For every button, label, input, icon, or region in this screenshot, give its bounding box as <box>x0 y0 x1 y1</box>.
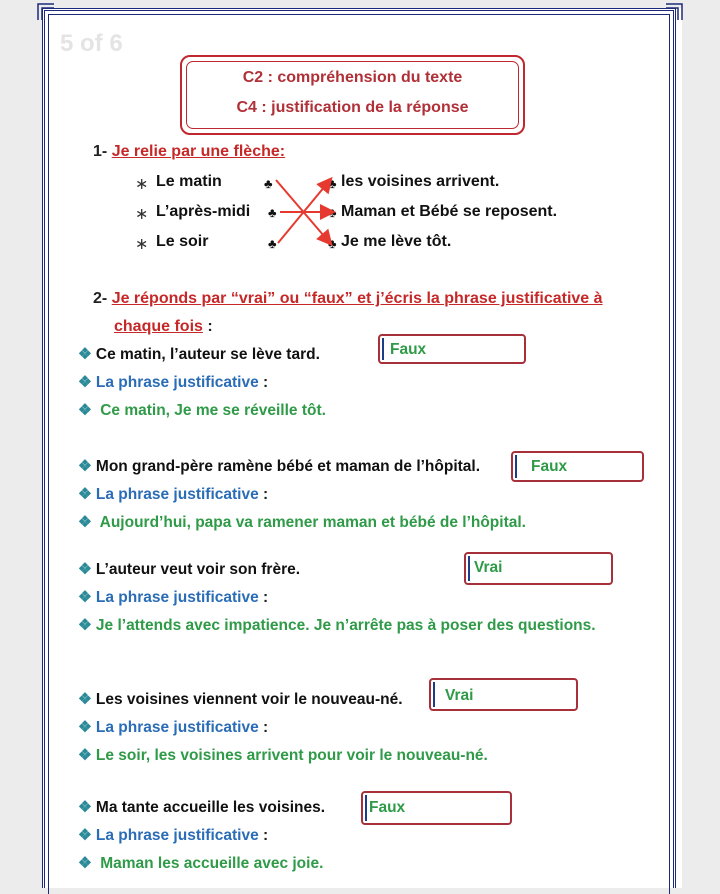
bullet-star-icon: ∗ <box>135 206 149 223</box>
bullet-diamond-icon: ❖ <box>78 747 92 764</box>
answer-2: Faux <box>531 458 568 475</box>
bullet-star-icon: ∗ <box>135 236 149 253</box>
club-icon: ♣ <box>268 205 277 220</box>
club-icon: ♣ <box>328 205 337 220</box>
justification-3: ❖ Je l’attends avec impatience. Je n’arrête pas à poser des questions. <box>78 617 596 634</box>
bullet-diamond-icon: ❖ <box>78 486 92 503</box>
answer-box-2[interactable] <box>511 451 644 482</box>
q2-instruction: Je réponds par “vrai” ou “faux” et j’écris la phrase justificative à <box>111 290 603 307</box>
q1-number: 1- <box>93 143 108 160</box>
q2-heading-line2 <box>114 318 213 336</box>
club-icon: ♣ <box>328 176 337 191</box>
match-right-item: Maman et Bébé se reposent. <box>341 203 558 220</box>
answer-1: Faux <box>390 341 427 358</box>
justification-2: ❖ Aujourd’hui, papa va ramener maman et bébé de l’hôpital. <box>78 514 526 531</box>
club-icon: ♣ <box>328 236 337 251</box>
bullet-diamond-icon: ❖ <box>78 374 92 391</box>
justification-label-5: ❖ La phrase justificative : <box>78 827 269 844</box>
statement-2: ❖ Mon grand-père ramène bébé et maman de l’hôpital. <box>78 458 481 475</box>
answer-box-4[interactable] <box>429 678 578 711</box>
match-left-item: L’après-midi <box>156 203 251 220</box>
bullet-diamond-icon: ❖ <box>78 827 92 844</box>
statement-3: ❖ L’auteur veut voir son frère. <box>78 561 301 578</box>
bullet-star-icon: ∗ <box>135 176 149 193</box>
answer-box-1[interactable] <box>378 334 526 364</box>
justification-label-3: ❖ La phrase justificative : <box>78 589 269 606</box>
answer-3: Vrai <box>474 559 503 576</box>
q1-instruction: Je relie par une flèche: <box>111 143 286 160</box>
bullet-diamond-icon: ❖ <box>78 719 92 736</box>
answer-box-5[interactable] <box>361 791 512 825</box>
bullet-diamond-icon: ❖ <box>78 561 92 578</box>
q2-heading-line1 <box>93 290 603 308</box>
justification-5: ❖ Maman les accueille avec joie. <box>78 855 324 872</box>
justification-1: ❖ Ce matin, Je me se réveille tôt. <box>78 402 326 419</box>
justification-label-4: ❖ La phrase justificative : <box>78 719 269 736</box>
statement-4: ❖ Les voisines viennent voir le nouveau-né. <box>78 691 403 708</box>
answer-5: Faux <box>369 799 406 816</box>
bullet-diamond-icon: ❖ <box>78 617 92 634</box>
answer-4: Vrai <box>445 687 474 704</box>
match-left-item: Le matin <box>156 173 222 190</box>
bullet-diamond-icon: ❖ <box>78 589 92 606</box>
match-right-item: les voisines arrivent. <box>341 173 500 190</box>
club-icon: ♣ <box>268 236 277 251</box>
q2-instruction-colon: : <box>207 318 213 335</box>
answer-box-3[interactable] <box>464 552 613 585</box>
q2-instruction-end: chaque fois <box>114 318 203 335</box>
match-left-item: Le soir <box>156 233 209 250</box>
bullet-diamond-icon: ❖ <box>78 402 92 419</box>
club-icon: ♣ <box>264 176 273 191</box>
match-right-item: Je me lève tôt. <box>341 233 452 250</box>
title-line-1: C2 : compréhension du texte <box>242 69 463 86</box>
justification-4: ❖ Le soir, les voisines arrivent pour voir le nouveau-né. <box>78 747 488 764</box>
q2-number: 2- <box>93 290 108 307</box>
title-line-2: C4 : justification de la réponse <box>236 99 469 116</box>
justification-label-2: ❖ La phrase justificative : <box>78 486 269 503</box>
statement-1: ❖ Ce matin, l’auteur se lève tard. <box>78 346 320 363</box>
bullet-diamond-icon: ❖ <box>78 514 92 531</box>
bullet-diamond-icon: ❖ <box>78 691 92 708</box>
justification-label-1: ❖ La phrase justificative : <box>78 374 269 391</box>
statement-5: ❖ Ma tante accueille les voisines. <box>78 799 326 816</box>
page-number: 5 of 6 <box>60 30 123 57</box>
bullet-diamond-icon: ❖ <box>78 346 92 363</box>
bullet-diamond-icon: ❖ <box>78 799 92 816</box>
bullet-diamond-icon: ❖ <box>78 458 92 475</box>
bullet-diamond-icon: ❖ <box>78 855 92 872</box>
